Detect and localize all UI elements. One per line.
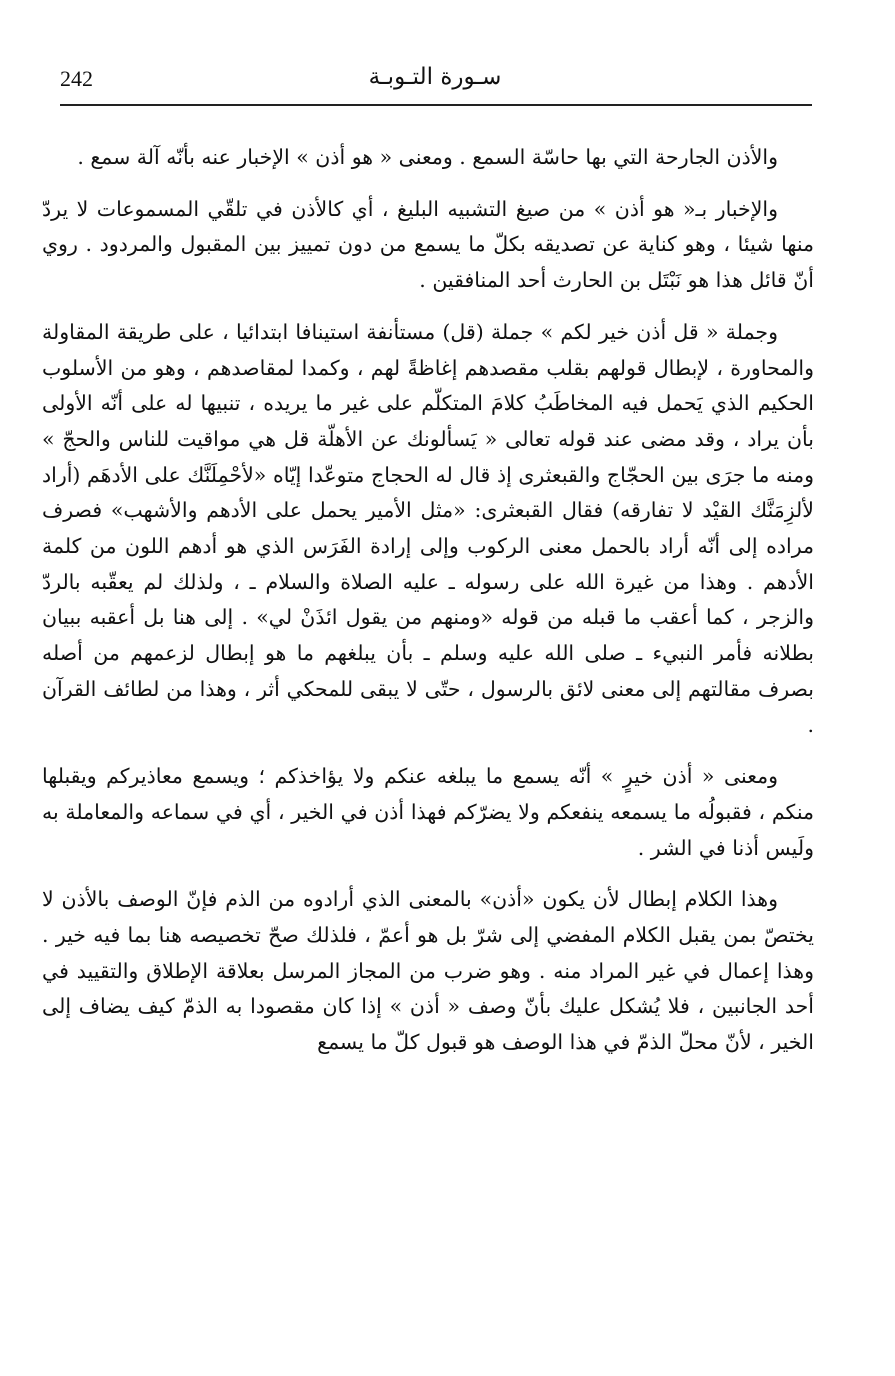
paragraph-3: وجملة « قل أذن خير لكم » جملة (قل) مستأنفة استينافا ابتدائيا ، على طريقة المقاولة والمحاورة ، لإبطال قولهم بقلب مقصدهم إغاظةً لهم ، وكمدا لمقاصدهم ، وهو من الأسلوب الحكيم الذي يَحمل فيه المخاطَبُ كلامَ المتكلّم على غير ما يريده ، تنبيها له على أنّه الأولى بأن يراد ، وقد مضى عند قوله تعالى « يَسألونك عن الأهلّة قل هي مواقيت للناس والحجّ » ومنه ما جرَى بين الحجّاج والقبعثرى إذ قال له الحجاج متوعّدا إيّاه «لأحْمِلَنَّك على الأدهَم (أراد لألزِمَنَّك القيْد لا تفارقه) فقال القبعثرى: «مثل الأمير يحمل على الأدهم والأشهب» فصرف مراده إلى أنّه أراد بالحمل معنى الركوب وإلى إرادة الفَرَس الذي هو أدهم اللون من كلمة الأدهم . وهذا من غيرة الله على رسوله ـ عليه الصلاة والسلام ـ ، ولذلك لم يعقّبه بالردّ والزجر ، كما أعقب ما قبله من قوله «ومنهم من يقول ائذَنْ لي» . إلى هنا بل أعقبه ببيان بطلانه فأمر النبيء ـ صلى الله عليه وسلم ـ بأن يبلغهم ما هو إبطال لزعمهم من أصله بصرف مقالتهم إلى معنى لائق بالرسول ، حتّى لا يبقى للمحكي أثر ، وهذا من لطائف القرآن . [42, 319, 814, 737]
paragraph-2: والإخبار بـ« هو أذن » من صيغ التشبيه البليغ ، أي كالأذن في تلقّي المسموعات لا يردّ منها شيئا ، وهو كناية عن تصديقه بكلّ ما يسمع من دون تمييز بين المقبول والمردود . روي أنّ قائل هذا هو نَبْتَل بن الحارث أحد المنافقين . [42, 196, 814, 293]
paragraph-1: والأذن الجارحة التي بها حاسّة السمع . ومعنى « هو أذن » الإخبار عنه بأنّه آلة سمع . [77, 145, 778, 169]
body-text [42, 140, 814, 1061]
running-header [60, 62, 810, 102]
paragraph-5: وهذا الكلام إبطال لأن يكون «أذن» بالمعنى الذي أرادوه من الذم فإنّ الوصف بالأذن لا يختصّ بمن يقبل الكلام المفضي إلى شرّ بل هو أعمّ ، فلذلك صحّ تخصيصه هنا بما فيه خير . وهذا إعمال في غير المراد منه . وهو ضرب من المجاز المرسل بعلاقة الإطلاق والتقييد في أحد الجانبين ، فلا يُشكل عليك بأنّ وصف « أذن » إذا كان مقصودا به الذمّ كيف يضاف إلى الخير ، لأنّ محلّ الذمّ في هذا الوصف هو قبول كلّ ما يسمع [42, 887, 814, 1055]
header-rule [60, 104, 812, 106]
paragraph-4: ومعنى « أذن خيرٍ » أنّه يسمع ما يبلغه عنكم ولا يؤاخذكم ؛ ويسمع معاذيركم ويقبلها منكم ، فقبولُه ما يسمعه ينفعكم ولا يضرّكم فهذا أذن في الخير ، أي في سماعه والمعاملة به ولَيس أذنا في الشر . [42, 764, 814, 860]
page-number: 242 [60, 66, 93, 91]
surah-title: سـورة التـوبـة [368, 64, 502, 90]
